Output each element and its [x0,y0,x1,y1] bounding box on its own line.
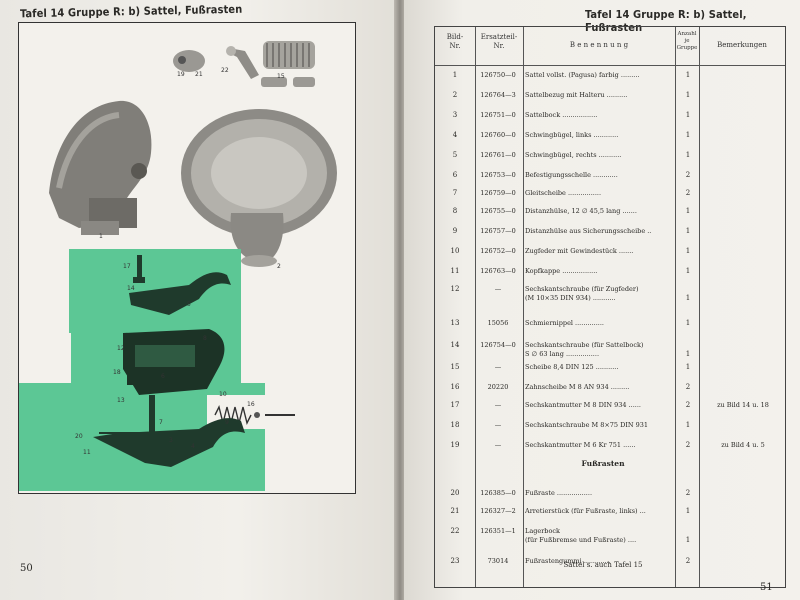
fig-num-6: 6 [161,373,165,380]
row-anzahl: 2 [685,171,691,179]
row-bild-nr: 16 [450,383,460,391]
row-anzahl: 1 [685,207,691,215]
fig-num-21: 21 [195,71,203,78]
row-ersatzteil-nr: 73014 [487,557,509,565]
row-anzahl: 1 [685,350,691,358]
fig-num-14: 14 [127,285,135,292]
row-bild-nr: 12 [450,285,460,293]
row-ersatzteil-nr: — [494,401,502,409]
row-ersatzteil-nr: 126752—0 [480,247,516,255]
row-anzahl: 2 [685,557,691,565]
row-benennung: Sattelbezug mit Halteru .......... [525,91,628,99]
row-anzahl: 1 [685,111,691,119]
row-benennung: Sechskantschraube (für Sattelbock) S ∅ 63 lang ................ [525,341,644,358]
row-ersatzteil-nr: 126764—3 [480,91,516,99]
col-header-bild: Bild- Nr. [446,33,464,50]
col-header-bemerkungen: Bemerkungen [717,41,767,49]
row-anzahl: 2 [685,383,691,391]
row-bild-nr: 6 [452,171,458,179]
row-benennung: Fußraste ................. [525,489,593,497]
swing-arm-part [226,46,259,79]
row-ersatzteil-nr: — [494,441,502,449]
row-ersatzteil-nr: 20220 [487,383,509,391]
row-benennung: Schwingbügel, links ............ [525,131,619,139]
footrest-rubber-part [261,41,315,87]
row-benennung: Arretierstück (für Fußraste, links) ... [525,507,646,515]
row-benennung: Schwingbügel, rechts ........... [525,151,622,159]
row-anzahl: 1 [685,536,691,544]
fig-num-11: 11 [83,449,91,456]
left-page [0,0,396,600]
row-bild-nr: 17 [450,401,460,409]
row-benennung: Fußrastengummi ............. [525,557,611,565]
fig-num-12: 12 [117,345,125,352]
fig-num-19: 19 [177,71,185,78]
row-anzahl: 1 [685,131,691,139]
fig-num-5: 5 [187,301,191,308]
row-anzahl: 1 [685,363,691,371]
row-ersatzteil-nr: 126351—1 [480,527,516,535]
row-benennung: Scheibe 8,4 DIN 125 ........... [525,363,619,371]
row-ersatzteil-nr: — [494,363,502,371]
row-ersatzteil-nr: 126759—0 [480,189,516,197]
row-ersatzteil-nr: 126754—0 [480,341,516,349]
row-anzahl: 1 [685,267,691,275]
exploded-parts-drawing [19,23,355,493]
row-bild-nr: 22 [450,527,460,535]
row-bild-nr: 5 [452,151,458,159]
row-bild-nr: 11 [450,267,460,275]
row-bild-nr: 8 [452,207,458,215]
row-ersatzteil-nr: 126761—0 [480,151,516,159]
right-page-header: Tafel 14 Gruppe R: b) Sattel, Fußrasten [585,8,747,34]
row-benennung: Sechskantschraube M 8×75 DIN 931 [525,421,649,429]
row-anzahl: 1 [685,507,691,515]
row-anzahl: 2 [685,489,691,497]
fig-num-22: 22 [221,67,229,74]
fig-num-13: 13 [117,397,125,404]
row-benennung: Lagerbock (für Fußbremse und Fußraste) .... [525,527,637,544]
row-benennung: Befestigungsschelle ............ [525,171,618,179]
fig-num-15: 15 [277,73,285,80]
row-anzahl: 1 [685,71,691,79]
row-anzahl: 1 [685,294,691,302]
row-ersatzteil-nr: 126755—0 [480,207,516,215]
fig-num-20: 20 [75,433,83,440]
header-divider [435,65,785,66]
row-anzahl: 2 [685,189,691,197]
row-ersatzteil-nr: 126757—0 [480,227,516,235]
row-benennung: Sattel vollst. (Pagusa) farbig ......... [525,71,640,79]
fig-num-10: 10 [219,391,227,398]
row-bild-nr: 10 [450,247,460,255]
col-header-anzahl: Anzahl je Gruppe [676,31,698,51]
fig-num-3: 3 [169,437,173,444]
parts-illustration [18,22,356,494]
row-anzahl: 1 [685,227,691,235]
row-bild-nr: 3 [452,111,458,119]
row-ersatzteil-nr: 15056 [487,319,509,327]
row-ersatzteil-nr: 126753—0 [480,171,516,179]
row-benennung: Zugfeder mit Gewindestück ....... [525,247,634,255]
row-ersatzteil-nr: 126385—0 [480,489,516,497]
row-bild-nr: 14 [450,341,460,349]
row-bild-nr: 20 [450,489,460,497]
fig-num-9: 9 [225,419,229,426]
row-ersatzteil-nr: 126327—2 [480,507,516,515]
row-benennung: Sattelbock ................. [525,111,598,119]
row-bild-nr: 19 [450,441,460,449]
col-header-benennung: B e n e n n u n g [569,41,629,49]
left-page-header: Tafel 14 Gruppe R: b) Sattel, Fußrasten [19,2,243,21]
spring-clip-part [173,50,205,72]
row-anzahl: 1 [685,247,691,255]
fig-num-2: 2 [277,263,281,270]
row-anzahl: 1 [685,151,691,159]
row-bild-nr: 23 [450,557,460,565]
row-ersatzteil-nr: — [494,421,502,429]
row-bild-nr: 1 [452,71,458,79]
row-bild-nr: 13 [450,319,460,327]
row-anzahl: 2 [685,441,691,449]
row-ersatzteil-nr: 126750—0 [480,71,516,79]
saddle-side-view [49,101,151,235]
row-benennung: Kopfkappe ................. [525,267,598,275]
fig-num-16: 16 [247,401,255,408]
row-benennung: Sechskantmutter M 6 Kr 751 ...... [525,441,636,449]
row-ersatzteil-nr: 126763—0 [480,267,516,275]
parts-table [434,26,786,588]
row-anzahl: 1 [685,91,691,99]
table-footnote: Sattel s. auch Tafel 15 [563,561,643,569]
row-bild-nr: 9 [452,227,458,235]
row-benennung: Schmiernippel .............. [525,319,604,327]
col-divider [523,27,524,587]
section-title-fussrasten: Fußrasten [581,459,625,468]
fig-num-7: 7 [159,419,163,426]
row-bemerkungen: zu Bild 4 u. 5 [721,441,765,449]
row-benennung: Sechskantschraube (für Zugfeder) (M 10×35 DIN 934) ........... [525,285,639,302]
row-bild-nr: 4 [452,131,458,139]
row-benennung: Gleitscheibe ................ [525,189,602,197]
row-anzahl: 1 [685,319,691,327]
fig-num-8: 8 [203,335,207,342]
row-benennung: Distanzhülse aus Sicherungsscheibe .. [525,227,652,235]
row-bemerkungen: zu Bild 14 u. 18 [717,401,769,409]
row-bild-nr: 15 [450,363,460,371]
row-bild-nr: 2 [452,91,458,99]
fig-num-4: 4 [191,443,195,450]
row-benennung: Distanzhülse, 12 ∅ 45,5 lang ....... [525,207,637,215]
row-anzahl: 2 [685,401,691,409]
row-bild-nr: 18 [450,421,460,429]
col-divider [699,27,700,587]
row-anzahl: 1 [685,421,691,429]
row-ersatzteil-nr: 126751—0 [480,111,516,119]
row-benennung: Sechskantmutter M 8 DIN 934 ...... [525,401,641,409]
row-ersatzteil-nr: — [494,285,502,293]
row-benennung: Zahnscheibe M 8 AN 934 ......... [525,383,630,391]
fig-num-17: 17 [123,263,131,270]
right-page-number: 51 [760,582,773,593]
row-ersatzteil-nr: 126760—0 [480,131,516,139]
fig-num-1: 1 [99,233,103,240]
row-bild-nr: 7 [452,189,458,197]
col-header-ersatzteil: Ersatzteil- Nr. [480,33,518,50]
saddle-rear-view [181,109,337,267]
left-page-number: 50 [20,563,33,574]
row-bild-nr: 21 [450,507,460,515]
fig-num-18: 18 [113,369,121,376]
